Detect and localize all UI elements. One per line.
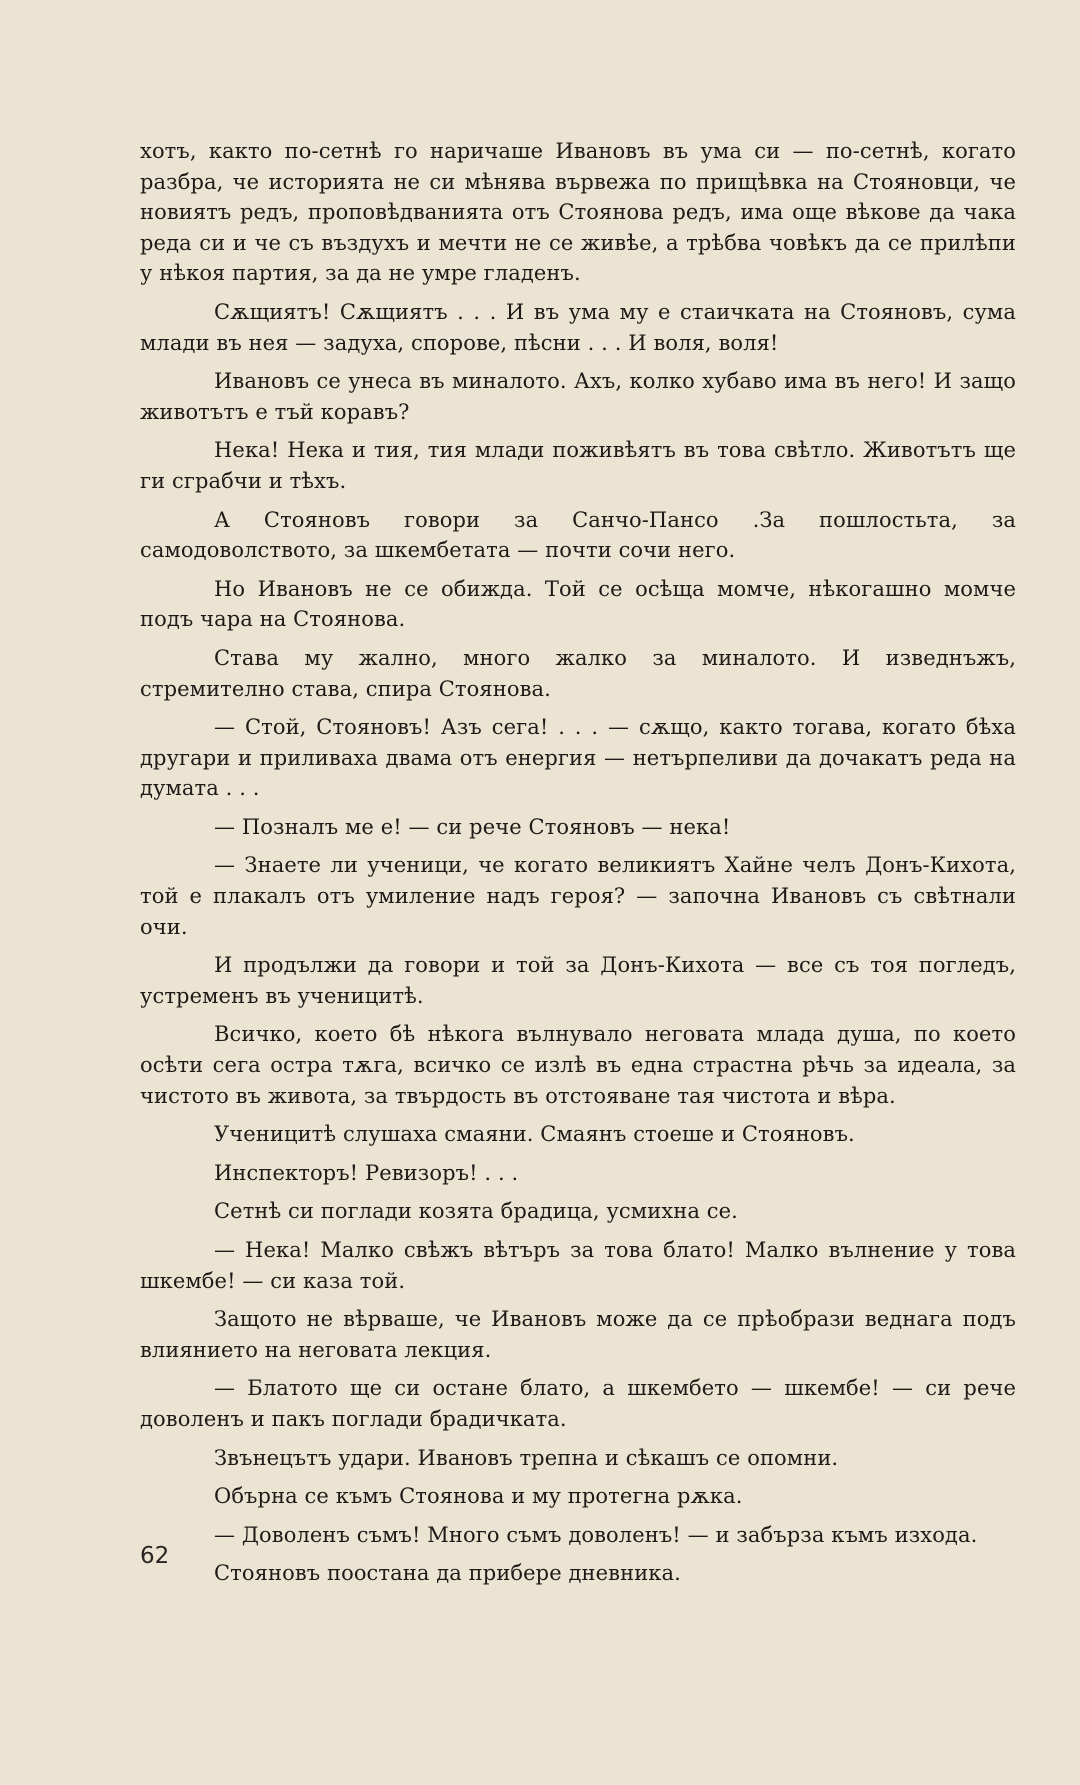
- paragraph: — Знаете ли ученици, че когато великиятъ Хайне челъ Донъ-Кихота, той е плакалъ отъ умиление надъ героя? — започна Ивановъ съ свѣтнали очи.: [140, 853, 1016, 939]
- paragraph: — Доволенъ съмъ! Много съмъ доволенъ! — и забърза къмъ изхода.: [214, 1522, 978, 1547]
- paragraph: — Стой, Стояновъ! Азъ сега! . . . — сѫщо, както тогава, когато бѣха другари и приливаха двама отъ енергия — нетърпеливи да дочакатъ реда на думата . . .: [140, 715, 1016, 801]
- paragraph: — Нека! Малко свѣжъ вѣтъръ за това блато! Малко вълнение у това шкембе! — си каза той.: [140, 1238, 1016, 1293]
- paragraph: Ивановъ се унеса въ миналото. Ахъ, колко хубаво има въ него! И защо животътъ е тъй коравъ?: [140, 369, 1016, 424]
- paragraph: Ученицитѣ слушаха смаяни. Смаянъ стоеше и Стояновъ.: [214, 1122, 855, 1147]
- paragraph: Но Ивановъ не се обижда. Той се осѣща момче, нѣкогашно момче подъ чара на Стоянова.: [140, 576, 1016, 632]
- page-number: 62: [140, 1543, 170, 1569]
- paragraph: Обърна се къмъ Стоянова и му протегна рѫка.: [214, 1484, 743, 1509]
- paragraph: — Позналъ ме е! — си рече Стояновъ — нека!: [214, 814, 731, 839]
- paragraph: А Стояновъ говори за Санчо-Пансо .За пошлостьта, за самодоволството, за шкембетата — почти сочи него.: [140, 507, 1016, 563]
- paragraph: Става му жално, много жалко за миналото. И изведнъжъ, стремително става, спира Стоянова.: [140, 645, 1016, 701]
- paragraph: Сетнѣ си поглади козята брадица, усмихна се.: [214, 1199, 738, 1224]
- paragraph: Сѫщиятъ! Сѫщиятъ . . . И въ ума му е стаичката на Стояновъ, сума млади въ нея — задуха, спорове, пѣсни . . . И воля, воля!: [140, 299, 1016, 355]
- paragraph: Защото не вѣрваше, че Ивановъ може да се прѣобрази веднага подъ влиянието на неговата лекция.: [140, 1307, 1016, 1362]
- paragraph: Инспекторъ! Ревизоръ! . . .: [214, 1160, 519, 1185]
- paragraph: — Блатото ще си остане блато, а шкембето — шкембе! — си рече доволенъ и пакъ поглади брадичката.: [140, 1376, 1016, 1431]
- paragraph: Стояновъ поостана да прибере дневника.: [214, 1561, 681, 1586]
- body-text: [140, 136, 1016, 1597]
- paragraph: Всичко, което бѣ нѣкога вълнувало неговата млада душа, по което осѣти сега остра тѫга, всичко се излѣ въ една страстна рѣчь за идеала, за чистото въ живота, за твърдость въ отстояване тая чистота и вѣра.: [140, 1022, 1016, 1108]
- paragraph: Звънецътъ удари. Ивановъ трепна и сѣкашъ се опомни.: [214, 1445, 839, 1470]
- paragraph: хотъ, както по-сетнѣ го наричаше Ивановъ въ ума си — по-сетнѣ, когато разбра, че историята не си мѣнява вървежа по прищѣвка на Стояновци, че новиятъ редъ, проповѣдванията отъ Стоянова редъ, има още вѣкове да чака реда си и че съ въздухъ и мечти не се живѣе, а трѣбва човѣкъ да се прилѣпи у нѣкоя партия, за да не умре гладенъ.: [140, 139, 1016, 286]
- paragraph: Нека! Нека и тия, тия млади поживѣятъ въ това свѣтло. Животътъ ще ги сграбчи и тѣхъ.: [140, 438, 1016, 493]
- paragraph: И продължи да говори и той за Донъ-Кихота — все съ тоя погледъ, устременъ въ ученицитѣ.: [140, 953, 1016, 1008]
